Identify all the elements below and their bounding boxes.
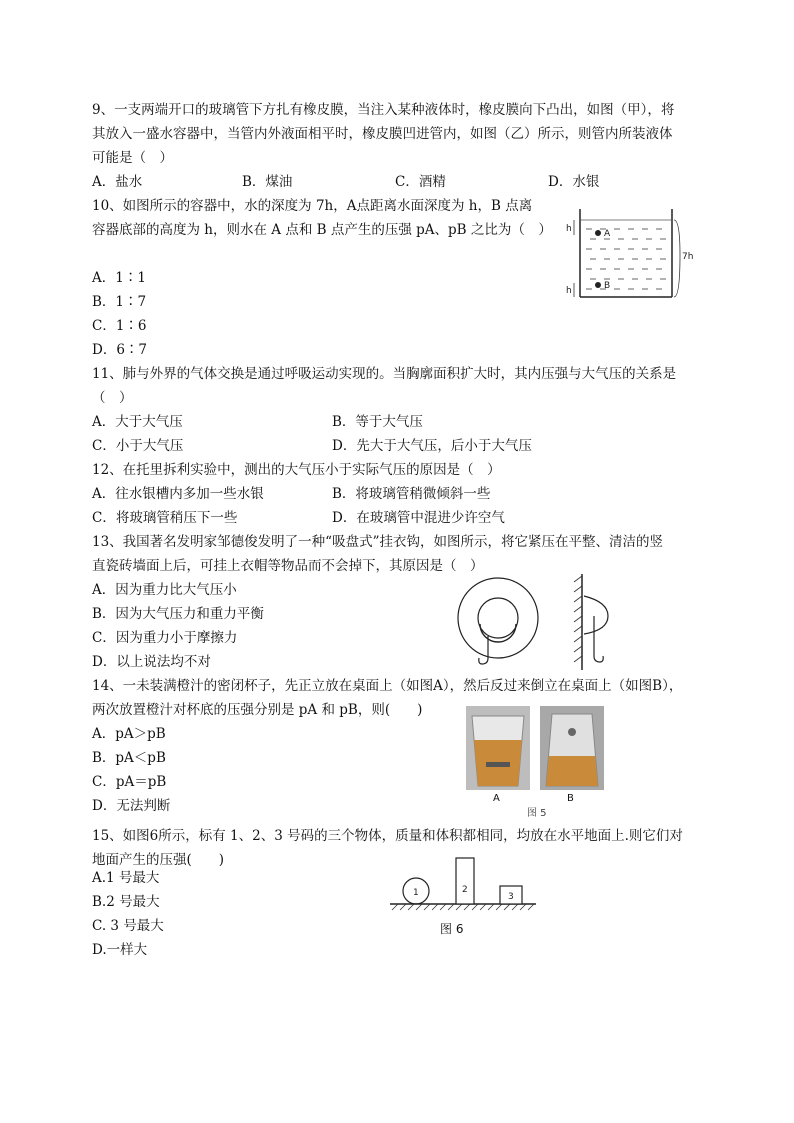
seven-h-label: 7h (682, 252, 694, 262)
q13-option-d: D．以上说法均不对 (92, 654, 211, 670)
q14-option-d: D．无法判断 (92, 798, 171, 814)
water-container-figure (560, 205, 700, 300)
q11-option-a: A．大于大气压 (92, 414, 183, 430)
photo-b-label: B (567, 793, 574, 804)
q11-option-b: B．等于大气压 (332, 414, 423, 430)
q13-stem-line-2: 直瓷砖墙面上后，可挂上衣帽等物品而不会掉下，其原因是（ ） (92, 558, 484, 574)
q12-option-c: C．将玻璃管稍压下一些 (92, 510, 238, 526)
q12-option-d: D．在玻璃管中混进少许空气 (332, 510, 505, 526)
q13-option-a: A．因为重力比大气压小 (92, 582, 237, 598)
q15-option-b: B.2 号最大 (92, 894, 160, 910)
h-top-label: h (566, 224, 572, 234)
q10-stem-line-1: 10、如图所示的容器中，水的深度为 7h，A点距离水面深度为 h，B 点离 (92, 198, 533, 214)
q15-stem-line-1: 15、如图6所示，标有 1、2、3 号码的三个物体，质量和体积都相同，均放在水平地面上.则它们对 (92, 828, 683, 844)
q12-option-a: A．往水银槽内多加一些水银 (92, 486, 264, 502)
q13-option-b: B．因为大气压力和重力平衡 (92, 606, 264, 622)
object-2-label: 2 (462, 885, 468, 895)
h-bottom-label: h (566, 286, 572, 296)
q10-stem-line-2: 容器底部的高度为 h，则水在 A 点和 B 点产生的压强 pA、pB 之比为（ ） (92, 222, 552, 238)
q12-option-b: B．将玻璃管稍微倾斜一些 (332, 486, 491, 502)
object-2-tall-block (456, 858, 474, 904)
juice-cup-upright-photo (466, 706, 530, 790)
q9-option-b: B．煤油 (242, 174, 293, 190)
figure-5-caption: 图 5 (527, 808, 547, 819)
q14-option-a: A．pA＞pB (92, 726, 166, 742)
q15-stem-line-2: 地面产生的压强( ) (92, 852, 225, 868)
q9-stem-line-3: 可能是（ ） (92, 150, 173, 166)
point-a-label: A (604, 229, 611, 239)
q13-option-c: C．因为重力小于摩擦力 (92, 630, 238, 646)
q11-option-c: C．小于大气压 (92, 438, 184, 454)
q15-option-d: D.一样大 (92, 942, 148, 958)
point-b-label: B (604, 281, 611, 291)
suction-hook-front-figure (452, 574, 552, 670)
q10-option-b: B．1∶7 (92, 294, 147, 310)
q9-stem-line-2: 其放入一盛水容器中，当管内外液面相平时，橡皮膜凹进管内，如图（乙）所示，则管内所装液体 (92, 126, 673, 142)
q13-stem-line-1: 13、我国著名发明家邹德俊发明了一种“吸盘式”挂衣钩，如图所示，将它紧压在平整、清洁的竖 (92, 534, 663, 550)
q9-option-c: C．酒精 (395, 174, 446, 190)
q11-option-d: D．先大于大气压，后小于大气压 (332, 438, 532, 454)
three-objects-figure (388, 852, 538, 914)
point-b-dot (595, 282, 601, 288)
q14-stem-line-1: 14、一未装满橙汁的密闭杯子，先正立放在桌面上（如图A），然后反过来倒立在桌面上（如图B）， (92, 678, 683, 694)
figure-6-caption: 图 6 (440, 922, 464, 936)
q9-stem-line-1: 9、一支两端开口的玻璃管下方扎有橡皮膜，当注入某种液体时，橡皮膜向下凸出，如图（甲），将 (92, 102, 675, 118)
q10-option-c: C．1∶6 (92, 318, 147, 334)
q9-option-d: D．水银 (548, 174, 600, 190)
juice-cup-inverted-photo (540, 706, 604, 790)
q10-option-a: A．1∶1 (92, 270, 146, 286)
object-3-label: 3 (508, 892, 514, 902)
q14-option-b: B．pA＜pB (92, 750, 166, 766)
object-1-label: 1 (413, 888, 419, 898)
q11-stem-line-2: （ ） (92, 390, 133, 406)
point-a-dot (595, 230, 601, 236)
q12-stem-line-1: 12、在托里拆利实验中，测出的大气压小于实际气压的原因是（ ） (92, 462, 501, 478)
photo-a-label: A (493, 793, 500, 804)
suction-hook-side-figure (566, 572, 626, 672)
q10-option-d: D．6∶7 (92, 342, 148, 358)
q14-option-c: C．pA＝pB (92, 774, 167, 790)
q14-stem-line-2: 两次放置橙汁对杯底的压强分别是 pA 和 pB，则( ) (92, 702, 423, 718)
q15-option-c: C. 3 号最大 (92, 918, 164, 934)
q11-stem-line-1: 11、肺与外界的气体交换是通过呼吸运动实现的。当胸廓面积扩大时，其内压强与大气压的关系是 (92, 366, 677, 382)
q9-option-a: A．盐水 (92, 174, 143, 190)
q15-option-a: A.1 号最大 (92, 870, 160, 886)
